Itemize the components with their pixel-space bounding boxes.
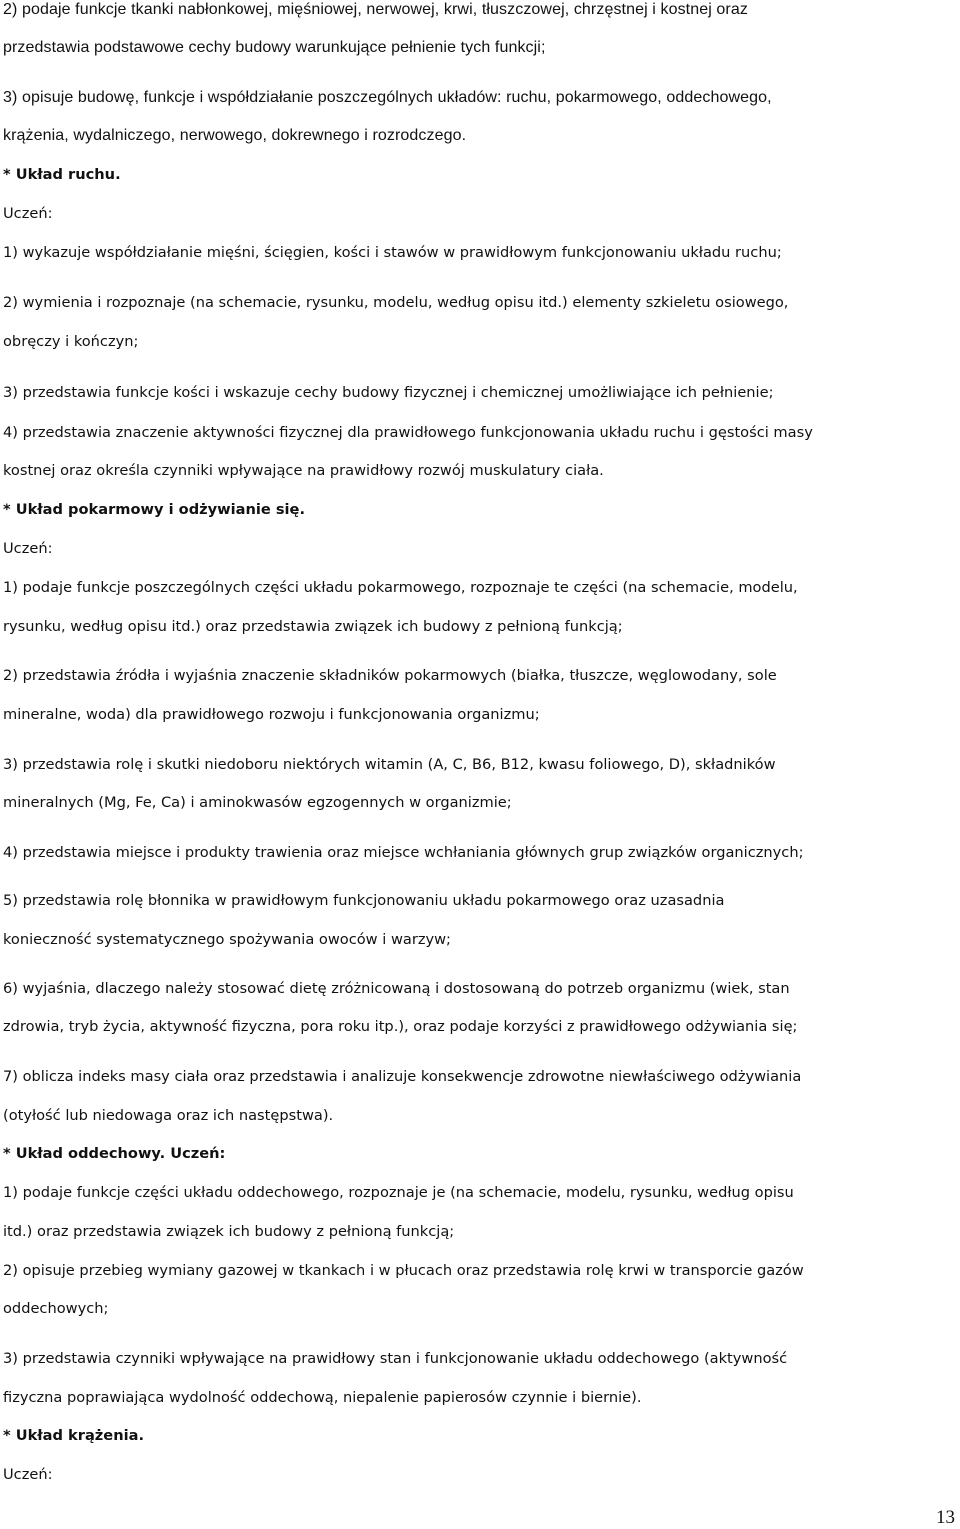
text-line: oddechowych; xyxy=(3,1300,109,1317)
text-line: 3) przedstawia rolę i skutki niedoboru niektórych witamin (A, C, B6, B12, kwasu foliowego, D), składników xyxy=(3,756,776,773)
text-line: przedstawia podstawowe cechy budowy warunkujące pełnienie tych funkcji; xyxy=(3,39,546,56)
text-line: 4) przedstawia znaczenie aktywności fizycznej dla prawidłowego funkcjonowania układu ruchu i gęstości masy xyxy=(3,424,813,441)
page-number: 13 xyxy=(936,1507,955,1528)
text-line: (otyłość lub niedowaga oraz ich następstwa). xyxy=(3,1107,334,1124)
text-line: 4) przedstawia miejsce i produkty trawienia oraz miejsce wchłaniania głównych grup związków organicznych; xyxy=(3,844,804,861)
text-line: 3) opisuje budowę, funkcje i współdziałanie poszczególnych układów: ruchu, pokarmowego, oddechowego, xyxy=(3,89,772,106)
section-heading: * Układ ruchu. xyxy=(3,166,121,183)
text-line: mineralne, woda) dla prawidłowego rozwoju i funkcjonowania organizmu; xyxy=(3,706,540,723)
text-line: 1) podaje funkcje części układu oddechowego, rozpoznaje je (na schemacie, modelu, rysunku, według opisu xyxy=(3,1184,794,1201)
text-line: konieczność systematycznego spożywania owoców i warzyw; xyxy=(3,931,451,948)
text-line: 3) przedstawia czynniki wpływające na prawidłowy stan i funkcjonowanie układu oddechowego (aktywność xyxy=(3,1350,788,1367)
text-line: rysunku, według opisu itd.) oraz przedstawia związek ich budowy z pełnioną funkcją; xyxy=(3,618,623,635)
text-line: 5) przedstawia rolę błonnika w prawidłowym funkcjonowaniu układu pokarmowego oraz uzasadnia xyxy=(3,892,725,909)
text-line: 3) przedstawia funkcje kości i wskazuje cechy budowy fizycznej i chemicznej umożliwiające ich pełnienie; xyxy=(3,384,774,401)
text-line: krążenia, wydalniczego, nerwowego, dokrewnego i rozrodczego. xyxy=(3,127,467,144)
text-line: Uczeń: xyxy=(3,540,53,557)
text-line: 2) podaje funkcje tkanki nabłonkowej, mięśniowej, nerwowej, krwi, tłuszczowej, chrzęstnej i kostnej oraz xyxy=(3,1,748,18)
section-heading: * Układ oddechowy. Uczeń: xyxy=(3,1145,226,1162)
text-line: 1) wykazuje współdziałanie mięśni, ścięgien, kości i stawów w prawidłowym funkcjonowaniu układu ruchu; xyxy=(3,244,782,261)
text-line: Uczeń: xyxy=(3,1466,53,1483)
text-line: obręczy i kończyn; xyxy=(3,333,139,350)
text-line: 2) przedstawia źródła i wyjaśnia znaczenie składników pokarmowych (białka, tłuszcze, węglowodany, sole xyxy=(3,667,777,684)
section-heading: * Układ pokarmowy i odżywianie się. xyxy=(3,501,305,518)
text-line: kostnej oraz określa czynniki wpływające na prawidłowy rozwój muskulatury ciała. xyxy=(3,462,604,479)
text-line: Uczeń: xyxy=(3,205,53,222)
text-line: zdrowia, tryb życia, aktywność fizyczna, pora roku itp.), oraz podaje korzyści z prawidłowego odżywiania się; xyxy=(3,1018,798,1035)
text-line: 1) podaje funkcje poszczególnych części układu pokarmowego, rozpoznaje te części (na schemacie, modelu, xyxy=(3,579,798,596)
text-line: 7) oblicza indeks masy ciała oraz przedstawia i analizuje konsekwencje zdrowotne niewłaściwego odżywiania xyxy=(3,1068,802,1085)
text-line: 2) wymienia i rozpoznaje (na schemacie, rysunku, modelu, według opisu itd.) elementy szkieletu osiowego, xyxy=(3,294,789,311)
section-heading: * Układ krążenia. xyxy=(3,1427,144,1444)
text-line: 2) opisuje przebieg wymiany gazowej w tkankach i w płucach oraz przedstawia rolę krwi w transporcie gazów xyxy=(3,1262,804,1279)
text-line: mineralnych (Mg, Fe, Ca) i aminokwasów egzogennych w organizmie; xyxy=(3,794,512,811)
text-line: 6) wyjaśnia, dlaczego należy stosować dietę zróżnicowaną i dostosowaną do potrzeb organizmu (wiek, stan xyxy=(3,980,790,997)
text-line: fizyczna poprawiająca wydolność oddechową, niepalenie papierosów czynnie i biernie). xyxy=(3,1389,642,1406)
text-line: itd.) oraz przedstawia związek ich budowy z pełnioną funkcją; xyxy=(3,1223,455,1240)
